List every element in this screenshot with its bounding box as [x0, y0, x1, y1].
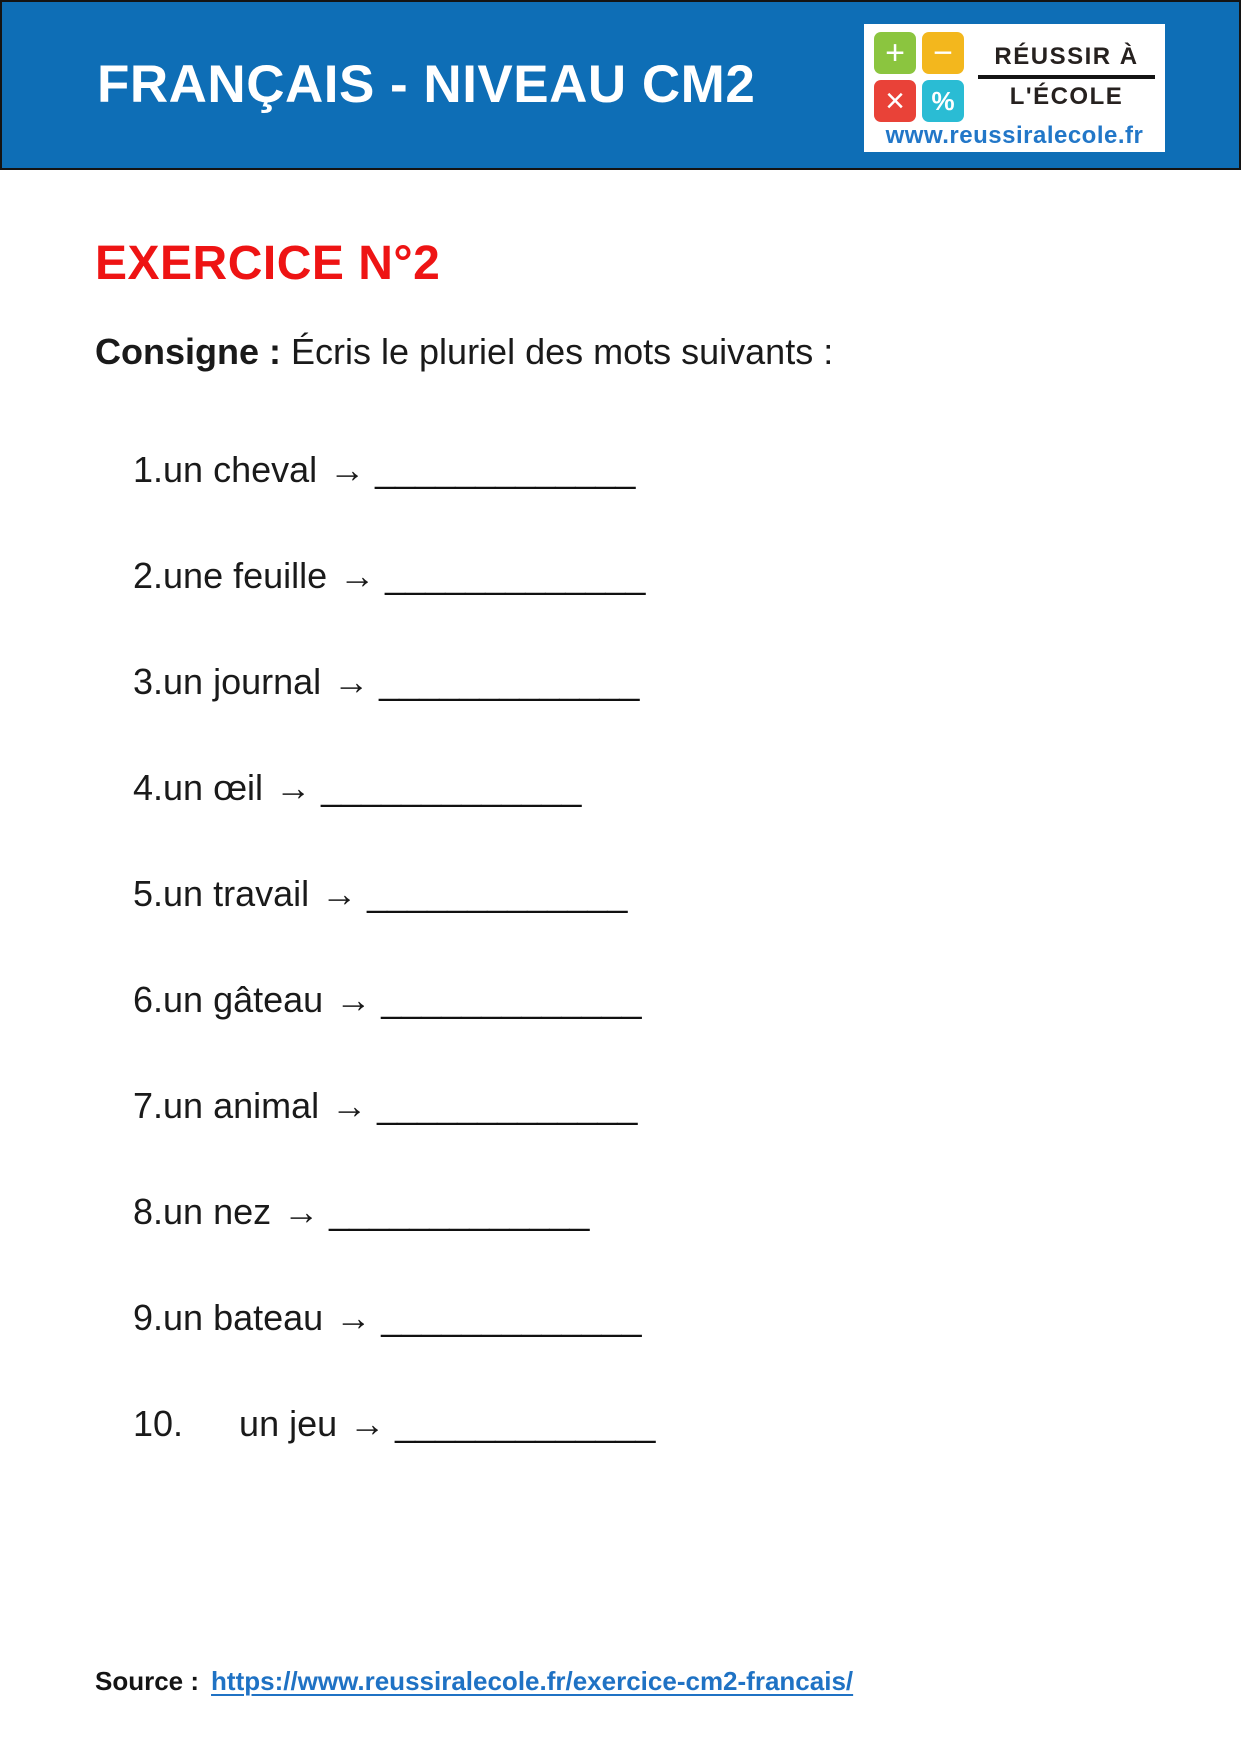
- arrow-icon: →: [331, 1085, 368, 1126]
- logo-tiles: [874, 32, 964, 122]
- answer-blank: _____________: [377, 1085, 638, 1126]
- multiply-icon: ×: [874, 80, 916, 122]
- answer-blank: _____________: [329, 1191, 590, 1232]
- reussir-a-lecole-logo: [864, 24, 1165, 152]
- item-word: un cheval: [163, 449, 318, 490]
- list-item: [133, 1086, 1146, 1126]
- logo-divider: [978, 75, 1155, 79]
- answer-blank: _____________: [375, 449, 636, 490]
- exercise-title: EXERCICE N°2: [95, 237, 441, 290]
- answer-blank: _____________: [367, 873, 628, 914]
- item-number: 9.: [133, 1297, 164, 1338]
- page-title: FRANÇAIS - NIVEAU CM2: [97, 55, 756, 114]
- item-word: un œil: [163, 767, 264, 808]
- list-item: [133, 874, 1146, 914]
- source-label: Source :: [95, 1666, 200, 1696]
- answer-blank: _____________: [321, 767, 582, 808]
- arrow-icon: →: [335, 1297, 372, 1338]
- logo-text-line2: L'ÉCOLE: [1009, 83, 1124, 110]
- item-word: une feuille: [163, 555, 328, 596]
- source-line: [95, 1666, 853, 1697]
- divide-icon: %: [922, 80, 964, 122]
- list-item: [133, 556, 1146, 596]
- item-word: un travail: [163, 873, 310, 914]
- source-link[interactable]: https://www.reussiralecole.fr/exercice-cm2-francais/: [211, 1666, 854, 1696]
- item-number: 10.: [133, 1403, 184, 1444]
- header-band: [0, 0, 1241, 170]
- answer-blank: _____________: [381, 1297, 642, 1338]
- list-item: [133, 1192, 1146, 1232]
- arrow-icon: →: [283, 1191, 320, 1232]
- answer-blank: _____________: [395, 1403, 656, 1444]
- item-word: un gâteau: [163, 979, 324, 1020]
- item-word: un bateau: [163, 1297, 324, 1338]
- item-number: 5.: [133, 873, 164, 914]
- item-number: 8.: [133, 1191, 164, 1232]
- answer-blank: _____________: [379, 661, 640, 702]
- item-number: 4.: [133, 767, 164, 808]
- logo-text: [978, 43, 1155, 111]
- arrow-icon: →: [349, 1403, 386, 1444]
- item-number: 1.: [133, 449, 164, 490]
- item-word: un nez: [163, 1191, 272, 1232]
- answer-blank: _____________: [381, 979, 642, 1020]
- arrow-icon: →: [335, 979, 372, 1020]
- list-item: [133, 1404, 1146, 1444]
- consigne-label: Consigne :: [95, 331, 281, 372]
- item-number: 6.: [133, 979, 164, 1020]
- list-item: [133, 662, 1146, 702]
- list-item: [133, 980, 1146, 1020]
- arrow-icon: →: [329, 449, 366, 490]
- item-word: un jeu: [239, 1403, 338, 1444]
- list-item: [133, 768, 1146, 808]
- item-number: 2.: [133, 555, 164, 596]
- item-number: 3.: [133, 661, 164, 702]
- item-number: 7.: [133, 1085, 164, 1126]
- minus-icon: −: [922, 32, 964, 74]
- consigne-line: [95, 331, 1146, 372]
- consigne-text: Écris le pluriel des mots suivants :: [291, 331, 834, 372]
- arrow-icon: →: [321, 873, 358, 914]
- logo-top: [874, 32, 1155, 122]
- list-item: [133, 450, 1146, 490]
- list-item: [133, 1298, 1146, 1338]
- arrow-icon: →: [275, 767, 312, 808]
- arrow-icon: →: [333, 661, 370, 702]
- worksheet-body: [0, 237, 1241, 1444]
- logo-url: www.reussiralecole.fr: [885, 122, 1144, 149]
- arrow-icon: →: [339, 555, 376, 596]
- logo-text-line1: RÉUSSIR À: [994, 43, 1139, 70]
- answer-blank: _____________: [385, 555, 646, 596]
- plus-icon: +: [874, 32, 916, 74]
- item-word: un animal: [163, 1085, 320, 1126]
- word-list: [133, 450, 1146, 1444]
- item-word: un journal: [163, 661, 322, 702]
